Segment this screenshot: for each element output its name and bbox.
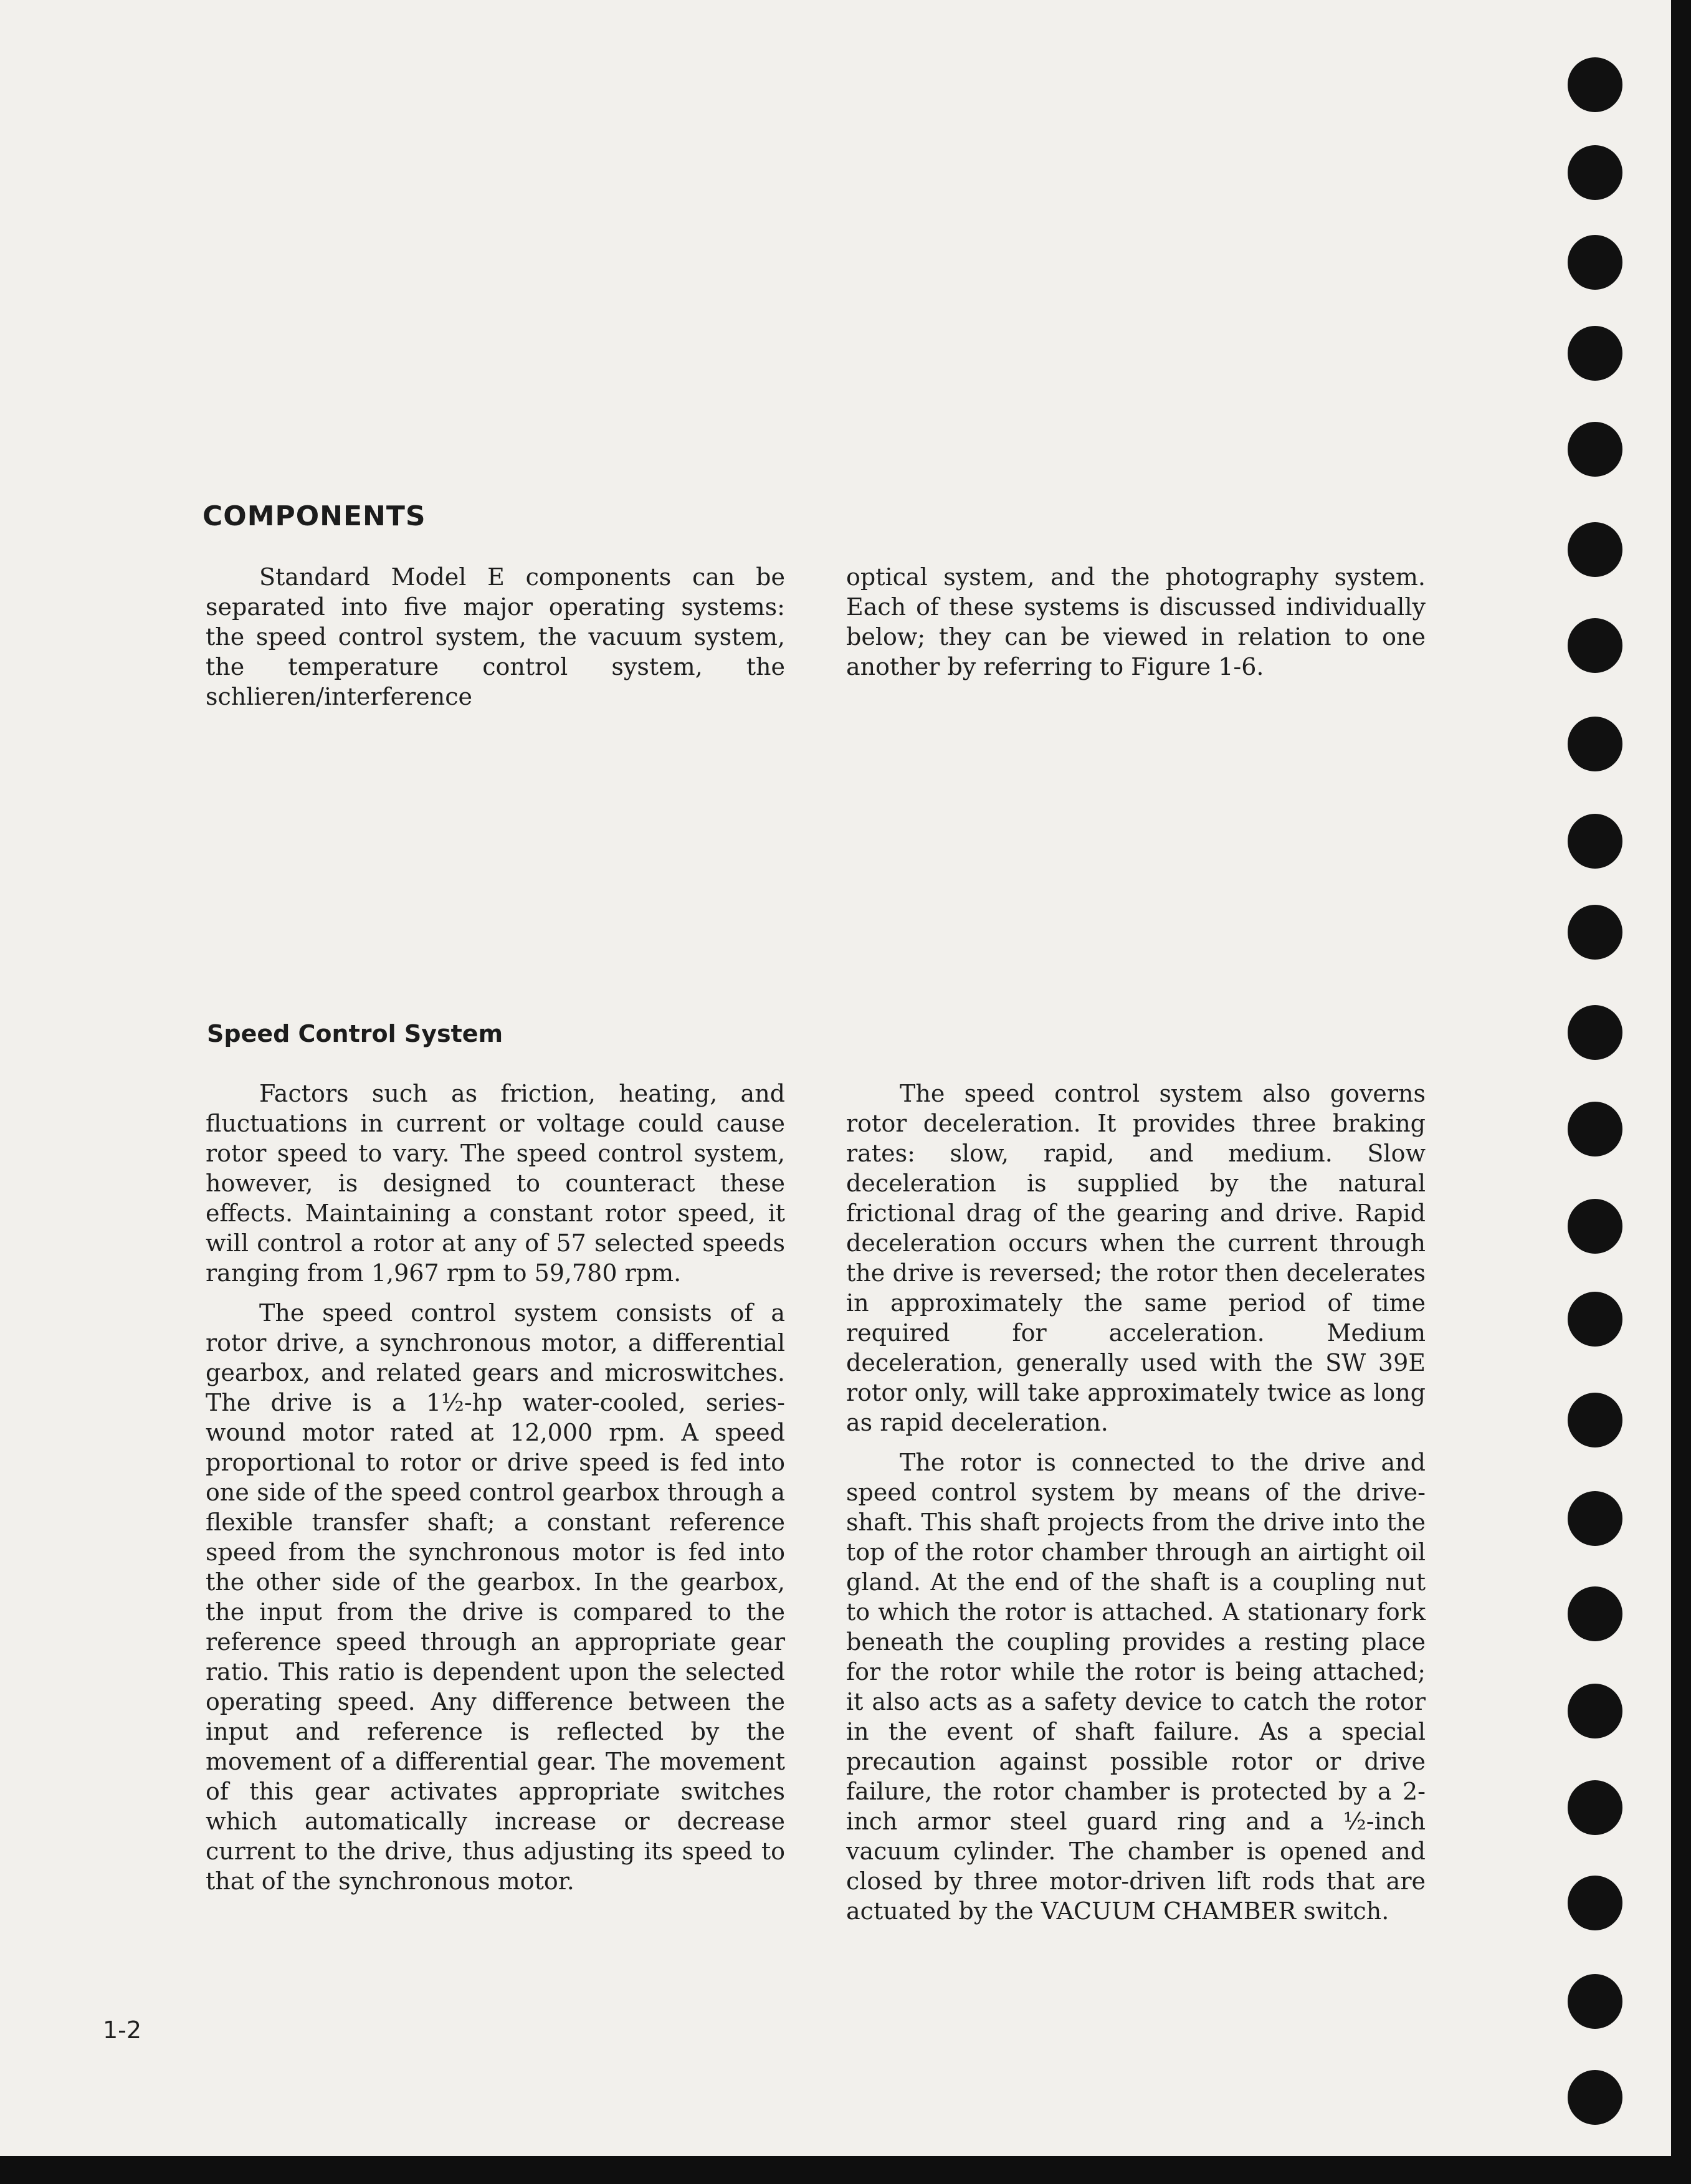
- binder-hole: [1568, 522, 1622, 577]
- paragraph-rotor-deceleration: The speed control system also governs rotor deceleration. It provides three braking rates: slow, rapid, and medium. Slow deceleration is supplied by the natural frictional drag of the gearing and drive. Rapid deceleration occurs when the current through the drive is reversed; the rotor then decelerates in approximately the same period of time required for acceleration. Medium deceleration, generally used with the SW 39E rotor only, will take approximately twice as long as rapid deceleration.: [846, 1080, 1426, 1436]
- binder-hole: [1568, 1292, 1622, 1347]
- binder-hole: [1568, 1780, 1622, 1835]
- intro-left-column: [206, 562, 785, 722]
- drive-shaft-text-tail: switch.: [1303, 1897, 1389, 1925]
- subsection-heading: Speed Control System: [207, 1020, 503, 1047]
- intro-right-column: [846, 562, 1426, 692]
- binder-hole: [1568, 1102, 1622, 1156]
- intro-paragraph-part1: Standard Model E components can be separated into five major operating systems: the speed control system, the vacuum system, the temperature control system, the schlieren/interference: [206, 563, 785, 710]
- vacuum-chamber-switch-name: VACUUM CHAMBER: [1041, 1897, 1296, 1925]
- drive-shaft-text: The rotor is connected to the drive and speed control system by means of the drive-shaft. This shaft projects from the drive into the top of the rotor chamber through an airtight oil gland. At the end of the shaft is a coupling nut to which the rotor is attached. A stationary fork beneath the coupling provides a resting place for the rotor while the rotor is being attached; it also acts as a safety device to catch the rotor in the event of shaft failure. As a special precaution against possible rotor or drive failure, the rotor chamber is protected by a 2-inch armor steel guard ring and a ½-inch vacuum cylinder. The chamber is opened and closed by three motor-driven lift rods that are actuated by the: [846, 1449, 1426, 1925]
- binder-hole: [1568, 326, 1622, 381]
- paragraph-speed-control-composition: The speed control system consists of a rotor drive, a synchronous motor, a differential gearbox, and related gears and microswitches. The drive is a 1½-hp water-cooled, series-wound motor rated at 12,000 rpm. A speed proportional to rotor or drive speed is fed into one side of the speed control gearbox through a flexible transfer shaft; a constant reference speed from the synchronous motor is fed into the other side of the gearbox. In the gearbox, the input from the drive is compared to the reference speed through an appropriate gear ratio. This ratio is dependent upon the selected operating speed. Any difference between the input and reference is reflected by the movement of a differential gear. The movement of this gear activates appropriate switches which automatically increase or decrease current to the drive, thus adjusting its speed to that of the synchronous motor.: [206, 1299, 785, 1895]
- binder-hole: [1568, 1876, 1622, 1930]
- paragraph-rotor-speed-factors: Factors such as friction, heating, and fluctuations in current or voltage could cause rotor speed to vary. The speed control system, however, is designed to counteract these effects. Maintaining a constant rotor speed, it will control a rotor at any of 57 selected speeds ranging from 1,967 rpm to 59,780 rpm.: [206, 1080, 785, 1287]
- binder-hole: [1568, 1491, 1622, 1546]
- binder-hole: [1568, 145, 1622, 200]
- binder-hole: [1568, 2070, 1622, 2125]
- binder-hole: [1568, 717, 1622, 771]
- binder-hole: [1568, 814, 1622, 869]
- body-left-column: [206, 1079, 785, 1906]
- binder-hole: [1568, 1586, 1622, 1641]
- binder-hole: [1568, 57, 1622, 112]
- binder-hole: [1568, 1974, 1622, 2029]
- binder-hole: [1568, 905, 1622, 960]
- binder-hole: [1568, 1005, 1622, 1060]
- binder-hole: [1568, 1393, 1622, 1447]
- intro-paragraph-part2: optical system, and the photography system. Each of these systems is discussed individually below; they can be viewed in relation to one another by referring to Figure 1-6.: [846, 563, 1426, 680]
- body-right-column: [846, 1079, 1426, 1936]
- section-heading: COMPONENTS: [202, 500, 426, 532]
- paragraph-rotor-drive-shaft: [846, 1447, 1426, 1926]
- binder-hole: [1568, 422, 1622, 477]
- binder-hole: [1568, 1684, 1622, 1738]
- binder-hole: [1568, 618, 1622, 673]
- binder-hole: [1568, 235, 1622, 290]
- binder-hole: [1568, 1199, 1622, 1254]
- page-number: 1-2: [103, 2016, 142, 2044]
